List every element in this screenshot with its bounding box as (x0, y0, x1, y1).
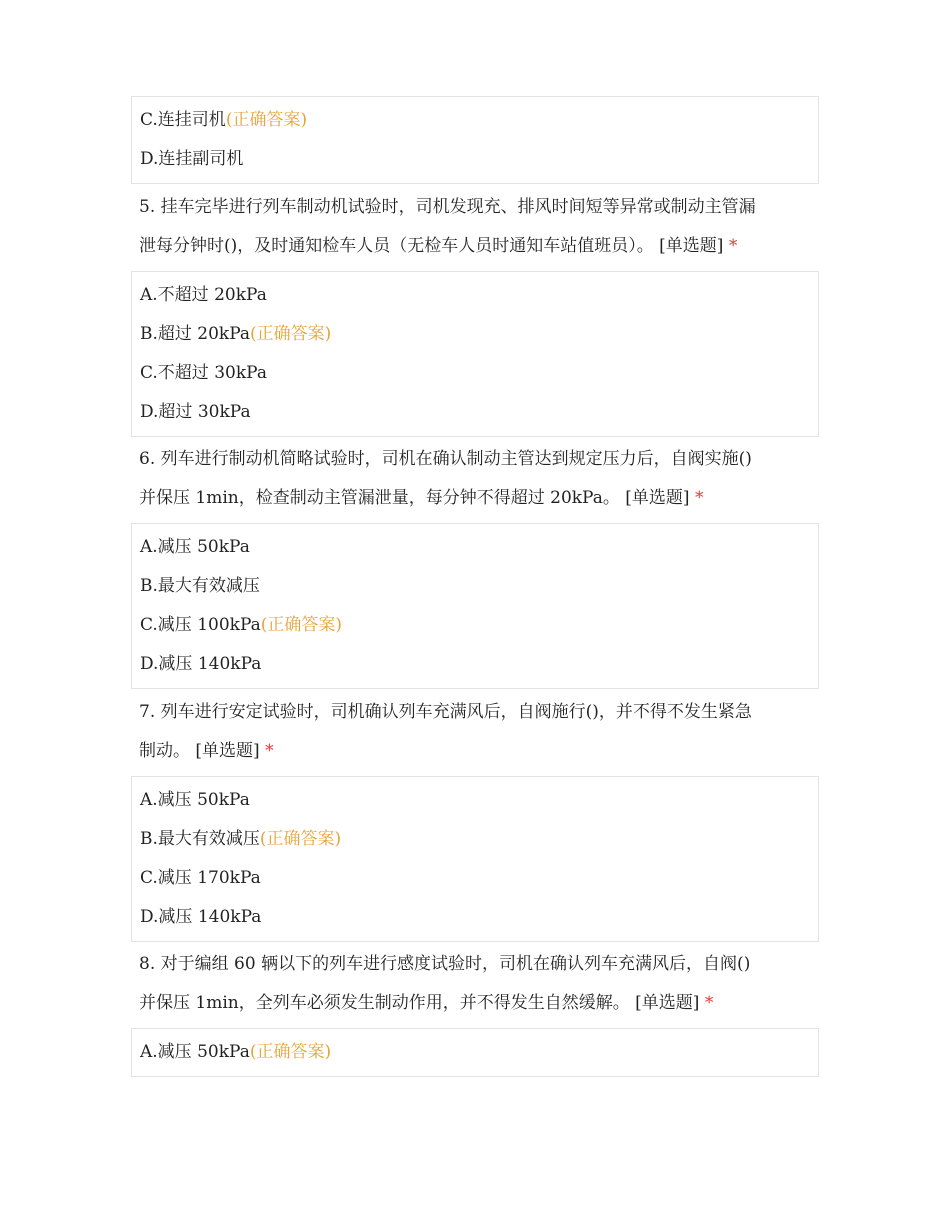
required-marker: * (694, 488, 704, 508)
required-marker: * (265, 741, 274, 761)
option: C.连挂司机(正确答案) (140, 110, 308, 130)
correct-answer-label: (正确答案) (259, 829, 342, 849)
question-line: 5. 挂车完毕进行列车制动机试验时，司机发现充、排风时间短等异常或制动主管漏 (139, 197, 756, 217)
option: C.减压 170kPa (140, 868, 261, 888)
correct-answer-label: (正确答案) (249, 1042, 332, 1062)
option: B.超过 20kPa(正确答案) (140, 324, 332, 344)
option: D.减压 140kPa (140, 654, 262, 674)
option: C.减压 100kPa(正确答案) (140, 615, 343, 635)
q6-question (131, 440, 835, 518)
option: D.超过 30kPa (140, 402, 251, 422)
correct-answer-label: (正确答案) (260, 615, 343, 635)
option: B.最大有效减压(正确答案) (140, 829, 342, 849)
correct-answer-label: (正确答案) (250, 324, 332, 344)
option: D.减压 140kPa (140, 907, 262, 927)
q6-options (131, 523, 819, 689)
q8-question (131, 945, 835, 1023)
q5-options (131, 271, 819, 437)
option: A.减压 50kPa (140, 790, 250, 810)
q7-question (131, 693, 835, 771)
option: A.不超过 20kPa (140, 285, 267, 305)
question-line: 泄每分钟时()，及时通知检车人员（无检车人员时通知车站值班员）。 [单选题] * (139, 236, 738, 256)
required-marker: * (728, 236, 738, 256)
required-marker: * (704, 993, 714, 1013)
q4-options (131, 96, 819, 184)
q8-options (131, 1028, 819, 1077)
question-line: 6. 列车进行制动机简略试验时，司机在确认制动主管达到规定压力后，自阀实施() (139, 449, 752, 469)
question-line: 并保压 1min，检查制动主管漏泄量，每分钟不得超过 20kPa。 [单选题] * (139, 488, 704, 508)
correct-answer-label: (正确答案) (225, 110, 308, 130)
option: A.减压 50kPa (140, 537, 250, 557)
q5-question (131, 188, 835, 266)
question-line: 制动。 [单选题] * (139, 741, 274, 761)
question-line: 并保压 1min，全列车必须发生制动作用，并不得发生自然缓解。 [单选题] * (139, 993, 714, 1013)
option: B.最大有效减压 (140, 576, 260, 596)
question-line: 7. 列车进行安定试验时，司机确认列车充满风后，自阀施行()，并不得不发生紧急 (139, 702, 752, 722)
option: C.不超过 30kPa (140, 363, 267, 383)
q7-options (131, 776, 819, 942)
option: A.减压 50kPa(正确答案) (140, 1042, 332, 1062)
question-line: 8. 对于编组 60 辆以下的列车进行感度试验时，司机在确认列车充满风后，自阀() (139, 954, 751, 974)
option: D.连挂副司机 (140, 149, 244, 169)
